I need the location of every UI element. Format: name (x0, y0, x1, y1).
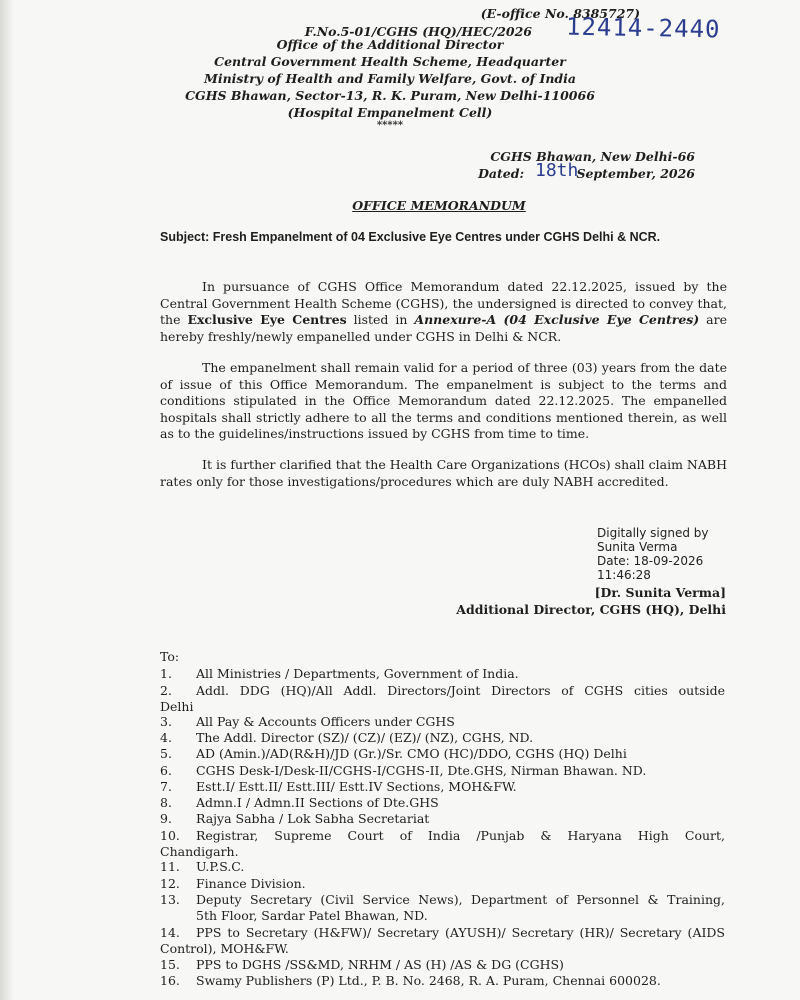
distribution-item-continuation: Chandigarh. (160, 844, 239, 859)
distribution-item (160, 730, 725, 746)
distribution-item-text: The Addl. Director (SZ)/ (CZ)/ (EZ)/ (NZ), CGHS, ND. (196, 730, 534, 745)
distribution-item (160, 859, 725, 875)
distribution-item-text: PPS to DGHS /SS&MD, NRHM / AS (H) /AS & DG (CGHS) (196, 957, 564, 972)
distribution-item-number: 16. (160, 973, 180, 988)
distribution-item-text: All Pay & Accounts Officers under CGHS (196, 714, 455, 729)
distribution-item-number: 11. (160, 859, 180, 874)
page-shadow-edge (0, 0, 14, 1000)
distribution-item-number: 8. (160, 795, 172, 810)
distribution-item (160, 828, 725, 860)
distribution-item-text: U.P.S.C. (196, 859, 245, 874)
distribution-item-text: Finance Division. (196, 876, 306, 891)
distribution-item (160, 973, 725, 989)
subject-line: Subject: Fresh Empanelment of 04 Exclusive Eye Centres under CGHS Delhi & NCR. (160, 230, 661, 244)
paragraph-1: In pursuance of CGHS Office Memorandum dated 22.12.2025, issued by the Central Government Health Scheme (CGHS), the undersigned is directed to convey that, the Exclusive Eye Centres listed in Annexure-A (04 Exclusive Eye Centres) are hereby freshly/newly empanelled under CGHS in Delhi & NCR. (160, 279, 728, 344)
cell-line: (Hospital Empanelment Cell) (287, 105, 493, 120)
distribution-item-number: 14. (160, 925, 180, 940)
handwritten-reference: 12414-2440 (565, 12, 721, 44)
distribution-item-number: 3. (160, 714, 172, 729)
distribution-item (160, 925, 725, 957)
dated-label: Dated: (478, 166, 525, 181)
org-line: Central Government Health Scheme, Headquarter (214, 54, 566, 69)
distribution-item-text: Registrar, Supreme Court of India /Punjab & Haryana High Court, (196, 828, 725, 843)
distribution-item-text: PPS to Secretary (H&FW)/ Secretary (AYUSH)/ Secretary (HR)/ Secretary (AIDS (196, 925, 725, 940)
distribution-item (160, 892, 725, 924)
distribution-item (160, 779, 725, 795)
distribution-item-text: AD (Amin.)/AD(R&H)/JD (Gr.)/Sr. CMO (HC)/DDO, CGHS (HQ) Delhi (196, 746, 627, 761)
paragraph-3: It is further clarified that the Health Care Organizations (HCOs) shall claim NABH rates only for those investigations/procedures which are duly NABH accredited. (160, 457, 727, 489)
distribution-item-number: 7. (160, 779, 172, 794)
distribution-item (160, 763, 725, 779)
distribution-item (160, 876, 725, 892)
distribution-item (160, 666, 725, 682)
ministry-line: Ministry of Health and Family Welfare, Govt. of India (203, 71, 576, 86)
distribution-item-text: Estt.I/ Estt.II/ Estt.III/ Estt.IV Sections, MOH&FW. (196, 779, 517, 794)
distribution-item-text: Addl. DDG (HQ)/All Addl. Directors/Joint Directors of CGHS cities outside (196, 683, 725, 698)
distribution-item-continuation: 5th Floor, Sardar Patel Bhawan, ND. (196, 908, 428, 923)
distribution-item-text: Swamy Publishers (P) Ltd., P. B. No. 2468, R. A. Puram, Chennai 600028. (196, 973, 661, 988)
distribution-item-number: 10. (160, 828, 180, 843)
eoffice-number: (E-office No. 8385727) (480, 6, 640, 21)
distribution-item (160, 811, 725, 827)
distribution-item-number: 5. (160, 746, 172, 761)
distribution-item-number: 6. (160, 763, 172, 778)
file-number: F.No.5-01/CGHS (HQ)/HEC/2026 (304, 24, 532, 39)
distribution-item-number: 12. (160, 876, 180, 891)
distribution-item-number: 9. (160, 811, 172, 826)
to-label: To: (160, 649, 180, 664)
distribution-item-continuation: Delhi (160, 699, 194, 714)
date-rest: September, 2026 (576, 166, 695, 181)
distribution-item-number: 4. (160, 730, 172, 745)
distribution-item-number: 1. (160, 666, 172, 681)
distribution-item-text: Deputy Secretary (Civil Service News), Department of Personnel & Training, (196, 892, 725, 907)
distribution-item-continuation: Control), MOH&FW. (160, 941, 289, 956)
distribution-item-text: Admn.I / Admn.II Sections of Dte.GHS (196, 795, 439, 810)
distribution-item (160, 683, 725, 715)
distribution-item-text: Rajya Sabha / Lok Sabha Secretariat (196, 811, 430, 826)
page-title: OFFICE MEMORANDUM (352, 198, 526, 213)
digital-signature-block: Digitally signed by Sunita Verma Date: 18-09-2026 11:46:28 (597, 526, 709, 582)
distribution-item-text: All Ministries / Departments, Government of India. (196, 666, 519, 681)
signer-designation: Additional Director, CGHS (HQ), Delhi (456, 602, 726, 617)
distribution-item-number: 13. (160, 892, 180, 907)
place-line: CGHS Bhawan, New Delhi-66 (490, 149, 695, 164)
distribution-item (160, 795, 725, 811)
distribution-item (160, 714, 725, 730)
handwritten-day: 18th (535, 160, 579, 181)
signer-name: [Dr. Sunita Verma] (594, 585, 726, 600)
distribution-item-number: 15. (160, 957, 180, 972)
address-line: CGHS Bhawan, Sector-13, R. K. Puram, New Delhi-110066 (185, 88, 595, 103)
stars-line: ***** (376, 120, 404, 131)
office-line: Office of the Additional Director (276, 37, 504, 52)
distribution-item-text: CGHS Desk-I/Desk-II/CGHS-I/CGHS-II, Dte.GHS, Nirman Bhawan. ND. (196, 763, 647, 778)
distribution-item (160, 746, 725, 762)
distribution-item-number: 2. (160, 683, 172, 698)
distribution-item (160, 957, 725, 973)
paragraph-2: The empanelment shall remain valid for a period of three (03) years from the date of issue of this Office Memorandum. The empanelment is subject to the terms and conditions stipulated in the Office Memorandum dated 22.12.2025. The empanelled hospitals shall strictly adhere to all the terms and conditions mentioned therein, as well as to the guidelines/instructions issued by CGHS from time to time. (160, 360, 727, 442)
